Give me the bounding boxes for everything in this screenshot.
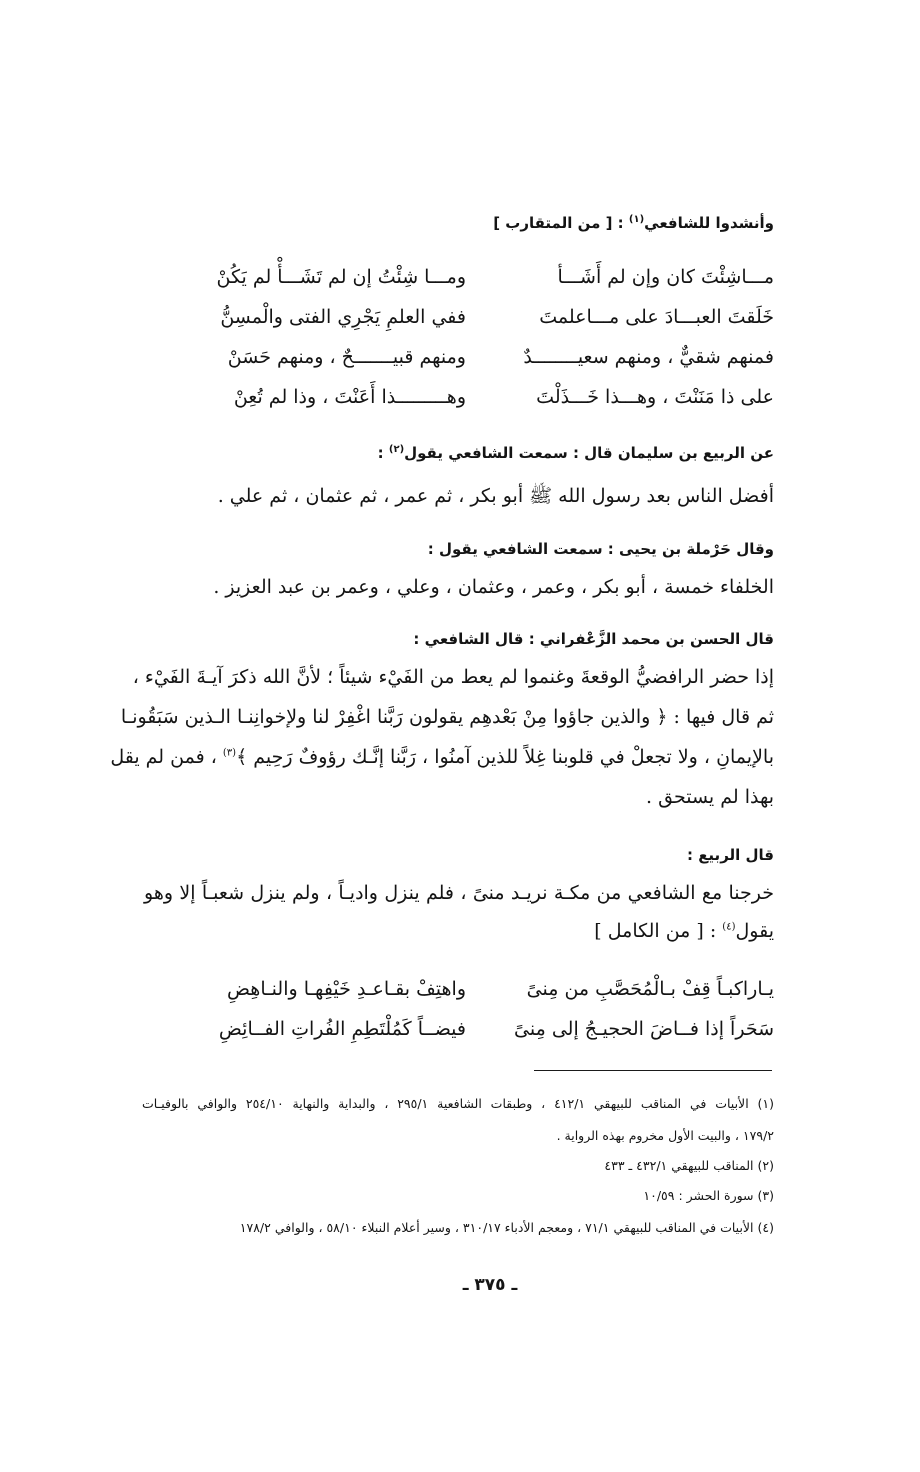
section-heading-rabi-2: قال الربيع :	[686, 846, 774, 864]
footnote-ref: (٤)	[722, 921, 736, 933]
paragraph-text-tail: ، فمن لم يقل	[110, 746, 223, 768]
verse-second-hemistich: ومـــا شِئْتُ إن لم تَشَـــأْ لم يَكُنْ	[216, 266, 466, 288]
paragraph-line-with-footnote	[110, 746, 774, 768]
paragraph-text: يقول	[735, 920, 774, 942]
quran-verse-text: بالإيمانِ ، ولا تجعلْ في قلوبنا غِلاً للذين آمنُوا ، رَبَّنا إنَّـك رؤوفٌ رَحِيم ﴾	[236, 746, 774, 768]
verse-first-hemistich: يـاراكبـاً قِفْ بـالْمُحَصَّبِ من مِنىً	[526, 978, 774, 1000]
footnote-ref: (٣)	[222, 747, 237, 759]
verse-second-hemistich: واهتِفْ بقـاعـدِ خَيْفِهـا والنـاهِضِ	[227, 978, 466, 1000]
verse-first-hemistich: على ذا مَنَنْتَ ، وهـــذا خَـــذَلْتَ	[536, 386, 774, 408]
verse-first-hemistich: فمنهم شقيٌّ ، ومنهم سعيــــــــدٌ	[523, 346, 774, 368]
footnote-1-line-1: (١) الأبيات في المناقب للبيهقي ٤١٢/١ ، وطبقات الشافعية ٢٩٥/١ ، والبداية والنهاية ٢٥٤/١٠ والوافي بالوفيـات	[142, 1096, 774, 1111]
footnote-1-line-2: ١٧٩/٢ ، والبيت الأول مخروم بهذه الرواية .	[556, 1128, 774, 1143]
footnote-ref: (٢)	[388, 444, 405, 455]
footnote-ref: (١)	[628, 214, 645, 225]
heading-text: وأنشدوا للشافعي	[644, 214, 774, 232]
paragraph-line: خرجنا مع الشافعي من مكـة نريـد منىً ، فلم ينزل واديـاً ، ولم ينزل شعبـاً إلا وهو	[144, 882, 774, 904]
verse-first-hemistich: سَحَراً إذا فــاضَ الحجيـجُ إلى مِنىً	[514, 1018, 774, 1040]
verse-second-hemistich: فيضــاً كَمُلْتَطِمِ الفُراتِ الفــائِضِ	[218, 1018, 466, 1040]
paragraph-line: ثم قال فيها : ﴿ والذين جاؤوا مِنْ بَعْدهِم يقولون رَبَّنا اغْفِرْ لنا ولإخوانِنـا الـذين سَبَقُونـا	[120, 706, 774, 728]
footnote-4: (٤) الأبيات في المناقب للبيهقي ٧١/١ ، ومعجم الأدباء ٣١٠/١٧ ، وسير أعلام النبلاء ٥٨/١٠ ، والوافي ١٧٨/٢	[239, 1220, 774, 1235]
verse-first-hemistich: مـــاشِئْتَ كان وإن لم أَشَـــأ	[557, 266, 774, 288]
heading-colon: :	[377, 444, 389, 462]
verse-second-hemistich: ومنهم قبيـــــــحٌ ، ومنهم حَسَنْ	[227, 346, 466, 368]
footnote-3: (٣) سورة الحشر : ١٠/٥٩	[643, 1188, 774, 1203]
paragraph-text: أفضل الناس بعد رسول الله ﷺ أبو بكر ، ثم عمر ، ثم عثمان ، ثم علي .	[217, 485, 774, 507]
page-number: ـ ٣٧٥ ـ	[462, 1275, 518, 1295]
section-heading-zafarani: قال الحسن بن محمد الزَّعْفراني : قال الشافعي :	[413, 630, 774, 648]
verse-first-hemistich: خَلَقتَ العبـــادَ على مـــاعلمتَ	[539, 306, 774, 328]
section-heading-rabi	[378, 444, 774, 462]
verse-second-hemistich: وهـــــــــذا أَعَنْتَ ، وذا لم تُعِنْ	[233, 386, 466, 408]
section-heading-verses-1	[493, 214, 774, 232]
footnote-2: (٢) المناقب للبيهقي ٤٣٢/١ ـ ٤٣٣	[604, 1158, 774, 1173]
section-heading-harmala: وقال حَرْملة بن يحيى : سمعت الشافعي يقول :	[427, 540, 774, 558]
paragraph-line-with-footnote	[144, 920, 774, 942]
verse-second-hemistich: ففي العلمِ يَجْرِي الفتى والْمسِنُّ	[220, 306, 466, 328]
heading-text: عن الربيع بن سليمان قال : سمعت الشافعي يقول	[404, 444, 774, 462]
footnote-separator	[534, 1070, 772, 1071]
paragraph-line: إذا حضر الرافضيُّ الوقعةَ وغنموا لم يعط من الفَيْء شيئاً ؛ لأنَّ الله ذكرَ آيـةَ الفَيْء ،	[132, 666, 774, 688]
heading-meter: : [ من المتقارب ]	[493, 214, 629, 232]
paragraph-line: بهذا لم يستحق .	[646, 786, 774, 808]
heading-meter: : [ من الكامل ]	[594, 920, 723, 942]
paragraph-text: الخلفاء خمسة ، أبو بكر ، وعمر ، وعثمان ، وعلي ، وعمر بن عبد العزيز .	[213, 576, 774, 598]
